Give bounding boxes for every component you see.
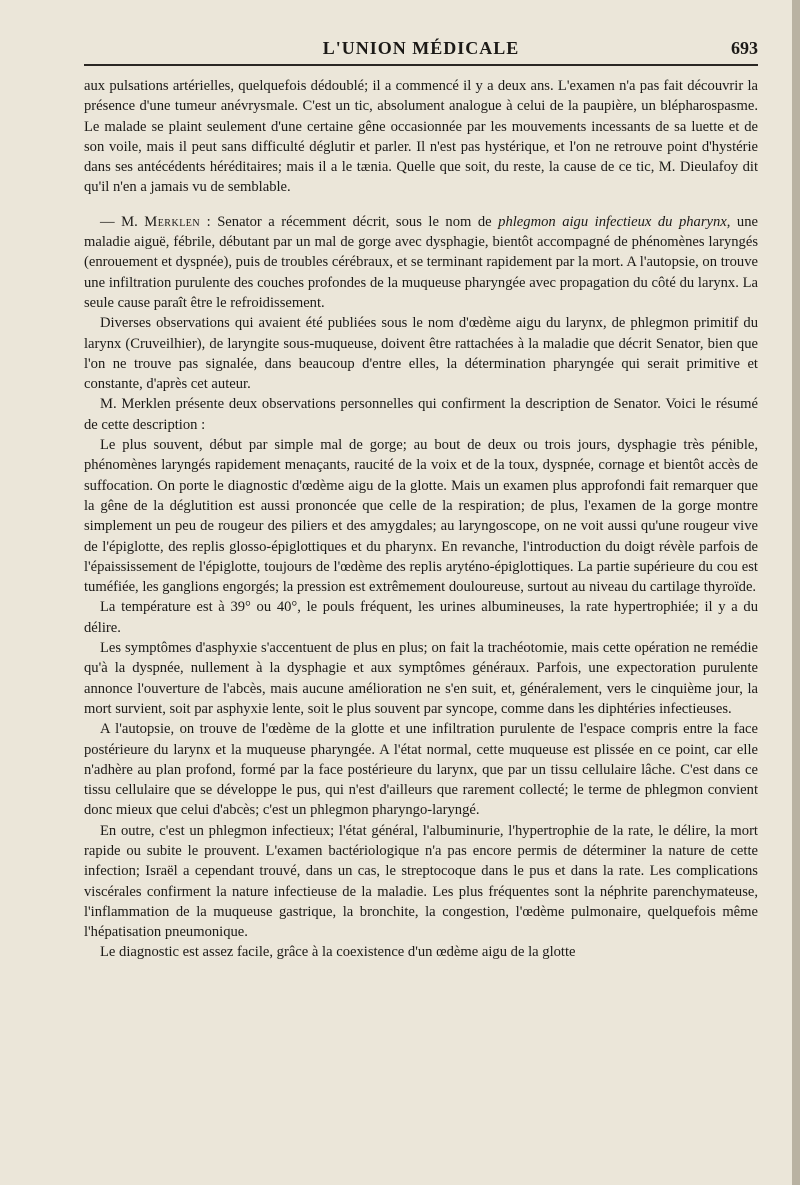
dash: — M.	[100, 213, 145, 230]
paragraph-1: aux pulsations artérielles, quelquefois dédoublé; il a commencé il y a deux ans. L'examen n'a pas fait découvrir la présence d'une tumeur anévrysmale. C'est un tic, absolument analogue à celui de la paupière, un blépharospasme. Le malade se plaint seulement d'une certaine gêne occasionnée par les mouvements incessants de sa luette et de son voile, mais il peut sans difficulté déglutir et parler. Il n'est pas hystérique, et l'on ne retrouve point d'hystérie dans ses antécédents héréditaires; mais il a le tænia. Quelle que soit, du reste, la cause de ce tic, M. Dieulafoy dit qu'il n'en a jamais vu de semblable.	[84, 78, 758, 196]
page-edge	[792, 0, 800, 1185]
paragraph-6: La température est à 39° ou 40°, le pouls fréquent, les urines albumineuses, la rate hypertrophiée; il y a du délire.	[84, 599, 758, 636]
running-title: L'UNION MÉDICALE	[322, 38, 520, 58]
disease-term: phlegmon aigu infectieux du pharynx	[498, 213, 727, 230]
paragraph-2b: , une maladie aiguë, fébrile, débutant par un mal de gorge avec dysphagie, bientôt accompagné de phénomènes laryngés (enrouement et dyspnée), puis de troubles cérébraux, et se terminant rapidement par la mort. A l'autopsie, on trouve une infiltration purulente des couches profondes de la muqueuse pharyngée avec propagation du côté du larynx. La seule cause paraît être le refroidissement.	[84, 213, 758, 311]
paragraph-2a: : Senator a récemment décrit, sous le nom de	[200, 213, 499, 230]
paragraph-3: Diverses observations qui avaient été publiées sous le nom d'œdème aigu du larynx, de phlegmon primitif du larynx (Cruveilhier), de laryngite sous-muqueuse, doivent être rattachées à la maladie que décrit Senator, bien que l'on ne trouve pas signalée, dans beaucoup d'entre elles, la détermination pharyngée qui serait primitive et constante, d'après cet auteur.	[84, 315, 758, 393]
paragraph-8: A l'autopsie, on trouve de l'œdème de la glotte et une infiltration purulente de l'espace compris entre la face postérieure du larynx et la muqueuse pharyngée. A l'état normal, cette muqueuse est plissée en ce point, car elle n'adhère au plan profond, formé par la face postérieure du larynx, que par un tissu cellulaire lâche. C'est dans ce tissu cellulaire que se développe le pus, qui n'est d'ailleurs que rarement collecté; le terme de phlegmon convient donc mieux que celui d'abcès; c'est un phlegmon pharyngo-laryngé.	[84, 721, 758, 819]
article-body	[84, 76, 758, 963]
speaker-name: Merklen	[144, 213, 201, 230]
page-number: 693	[731, 38, 758, 58]
paragraph-5: Le plus souvent, début par simple mal de gorge; au bout de deux ou trois jours, dysphagie très pénible, phénomènes laryngés rapidement menaçants, raucité de la voix et de la toux, dyspnée, cornage et bientôt accès de suffocation. On porte le diagnostic d'œdème aigu de la glotte. Mais un examen plus approfondi fait remarquer que la gêne de la déglutition est aussi prononcée que celle de la respiration; de plus, l'examen de la gorge montre simplement un peu de rougeur des piliers et des amygdales; au laryngoscope, on ne voit aussi qu'une rougeur vive de l'épiglotte, des replis glosso-épiglottiques et du pharynx. En revanche, l'introduction du doigt révèle parfois de l'épaississement de l'épiglotte, toujours de l'œdème des replis aryténo-épiglottiques. La partie supérieure du cou est tuméfiée, les ganglions engorgés; la pression est extrêmement douloureuse, surtout au niveau du cartilage thyroïde.	[84, 437, 758, 596]
page-header	[84, 34, 758, 66]
paragraph-10: Le diagnostic est assez facile, grâce à la coexistence d'un œdème aigu de la glotte	[100, 944, 576, 961]
paragraph-merklen-intro	[84, 212, 758, 313]
paragraph-9: En outre, c'est un phlegmon infectieux; l'état général, l'albuminurie, l'hypertrophie de la rate, le délire, la mort rapide ou subite le prouvent. L'examen bactériologique n'a pas encore permis de déterminer la nature de cette infection; Israël a cependant trouvé, dans un cas, le streptocoque dans le pus et dans la rate. Les complications viscérales confirment la nature infectieuse de la maladie. Les plus fréquentes sont la néphrite parenchymateuse, l'inflammation de la muqueuse gastrique, la bronchite, la congestion, l'œdème pulmonaire, quelquefois même l'hépatisation pneumonique.	[84, 822, 758, 941]
paragraph-4: M. Merklen présente deux observations personnelles qui confirment la description de Senator. Voici le résumé de cette description :	[84, 396, 758, 433]
paragraph-7: Les symptômes d'asphyxie s'accentuent de plus en plus; on fait la trachéotomie, mais cette opération ne remédie qu'à la dyspnée, nullement à la dysphagie et aux symptômes généraux. Parfois, une expectoration purulente annonce l'ouverture de l'abcès, mais aucune amélioration ne s'en suit, et, généralement, vers le cinquième jour, la mort survient, soit par asphyxie lente, soit le plus souvent par syncope, comme dans les diphtéries infectieuses.	[84, 640, 758, 717]
